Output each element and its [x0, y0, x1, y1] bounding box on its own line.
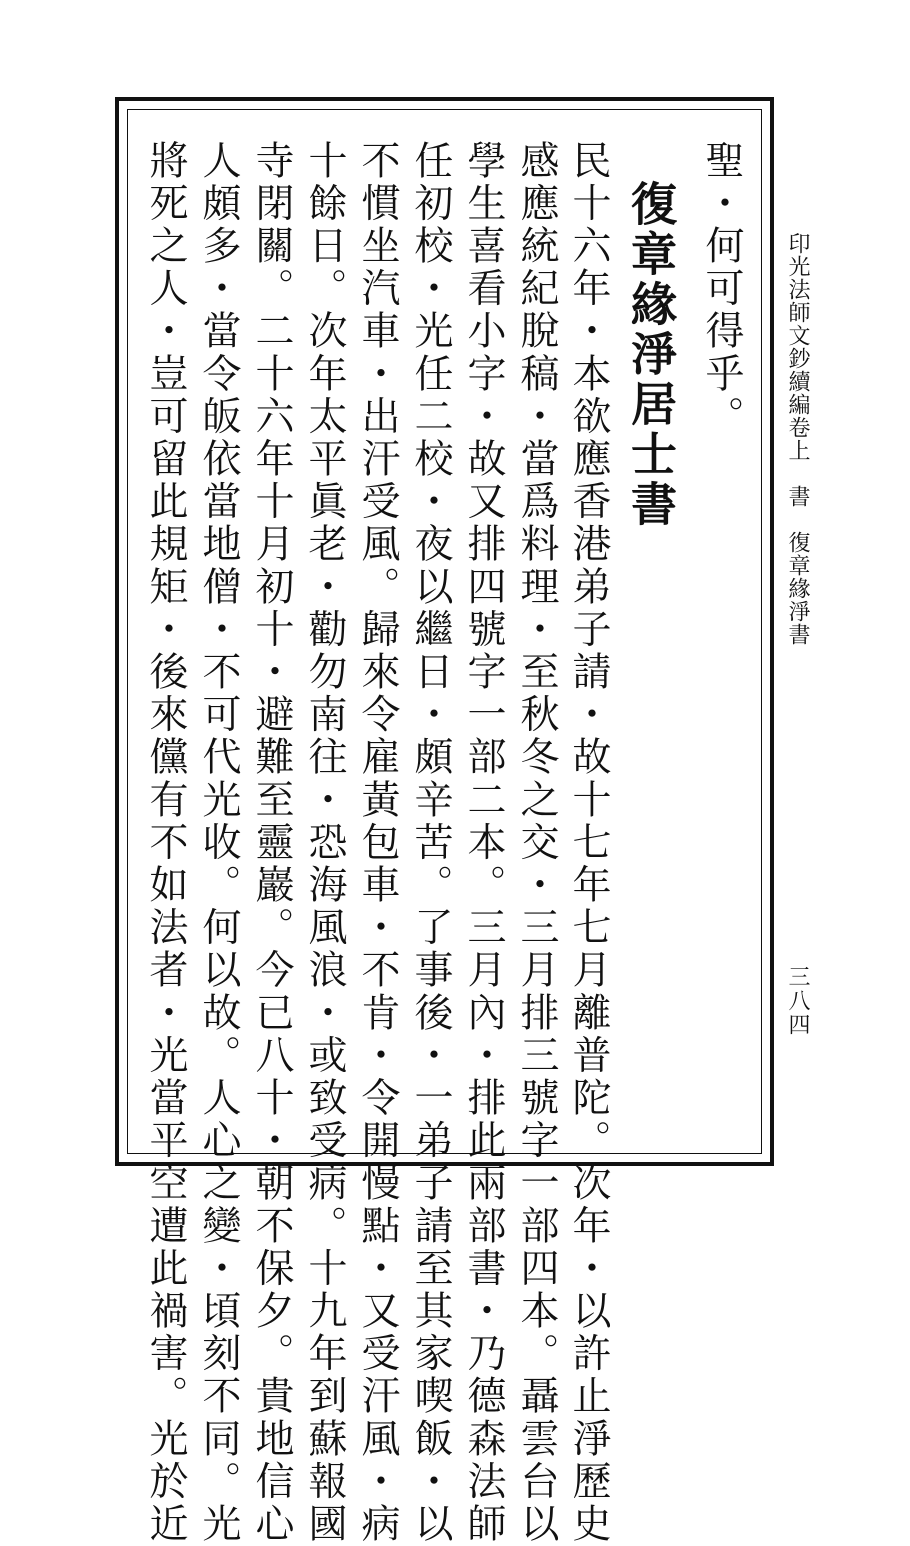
text-column: 不慣坐汽車・出汗受風。歸來令雇黃包車・不肯・令開慢點・又受汗風・病	[355, 140, 400, 1546]
page-number: 三八四	[785, 965, 810, 1037]
running-head: 印光法師文鈔續編卷上 書 復章緣淨書	[785, 232, 810, 646]
text-column: 學生喜看小字・故又排四號字一部二本。三月內・排此兩部書・乃德森法師	[461, 140, 506, 1546]
text-column: 感應統紀脫稿・當爲料理・至秋冬之交・三月排三號字一部四本。聶雲台以	[514, 140, 559, 1546]
text-column: 民十六年・本欲應香港弟子請・故十七年七月離普陀。次年・以許止淨歷史	[566, 140, 611, 1546]
letter-title: 復章緣淨居士書	[624, 180, 678, 530]
text-column: 寺閉關。二十六年十月初十・避難至靈巖。今已八十・朝不保夕。貴地信心	[249, 140, 294, 1546]
text-column: 人頗多・當令皈依當地僧・不可代光收。何以故。人心之變・頃刻不同。光	[196, 140, 241, 1546]
text-column: 聖・何可得乎。	[699, 140, 744, 439]
text-column: 將死之人・豈可留此規矩・後來儻有不如法者・光當平空遭此禍害。光於近	[143, 140, 188, 1546]
text-column: 十餘日。次年太平眞老・勸勿南往・恐海風浪・或致受病。十九年到蘇報國	[302, 140, 347, 1546]
text-column: 任初校・光任二校・夜以繼日・頗辛苦。了事後・一弟子請至其家喫飯・以	[408, 140, 453, 1546]
